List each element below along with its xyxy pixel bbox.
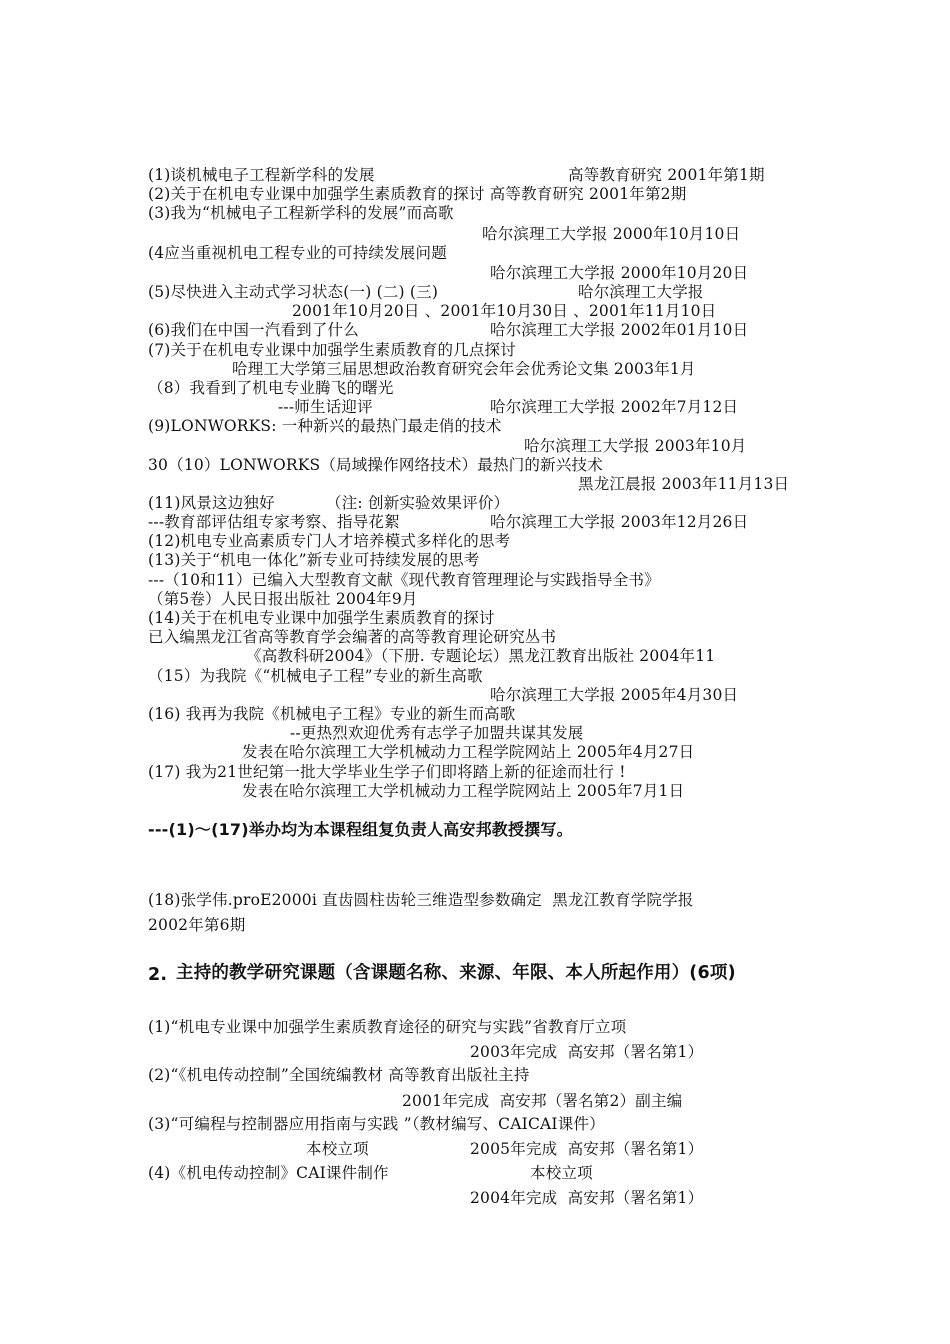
paper-18-title: (18)张学伟.proE2000i 直齿圆柱齿轮三维造型参数确定 黑龙江教育学院学报 [148,891,694,909]
paper-16-source: 发表在哈尔滨理工大学机械动力工程学院网站上 2005年4月27日 [242,743,695,761]
paper-18-issue: 2002年第6期 [148,916,246,934]
paper-14-title: (14)关于在机电专业课中加强学生素质教育的探讨 [148,609,495,627]
paper-7-source: 哈理工大学第三届思想政治教育研究会年会优秀论文集 2003年1月 [232,360,696,378]
project-1-title: (1)“机电专业课中加强学生素质教育途径的研究与实践”省教育厅立项 [148,1018,627,1036]
paper-8-source: 哈尔滨理工大学报 2002年7月12日 [490,398,739,416]
paper-11-subtitle: ---教育部评估组专家考察、指导花絮 [148,513,400,531]
paper-2: (2)关于在机电专业课中加强学生素质教育的探讨 高等教育研究 2001年第2期 [148,185,687,203]
project-4-detail: 2004年完成 高安邦（署名第1） [470,1189,704,1207]
paper-14-publisher: 《高教科研2004》（下册. 专题论坛）黑龙江教育出版社 2004年11 [246,647,716,665]
paper-5-dates: 2001年10月20日 、2001年10月30日 、2001年11月10日 [292,302,717,320]
paper-8-subtitle: ---师生话迎评 [278,398,373,416]
paper-10-source: 黑龙江晨报 2003年11月13日 [578,475,790,493]
paper-1-source: 高等教育研究 2001年第1期 [568,166,765,184]
paper-1-title: (1)谈机械电子工程新学科的发展 [148,166,375,184]
paper-3-title: (3)我为“机械电子工程新学科的发展”而高歌 [148,204,454,222]
paper-4-source: 哈尔滨理工大学报 2000年10月20日 [490,264,749,282]
paper-14-note: 已入编黑龙江省高等教育学会编著的高等教育理论研究丛书 [148,628,557,646]
paper-6-source: 哈尔滨理工大学报 2002年01月10日 [490,321,749,339]
project-4-title: (4)《机电传动控制》CAI课件制作 [148,1164,389,1182]
paper-16-title: (16) 我再为我院《机械电子工程》专业的新生而高歌 [148,705,516,723]
authorship-note: ---(1)～(17)举办均为本课程组复负责人高安邦教授撰写。 [148,820,573,839]
paper-9-source: 哈尔滨理工大学报 2003年10月 [524,437,747,455]
paper-17-title: (17) 我为21世纪第一批大学毕业生学子们即将踏上新的征途而壮行 ! [148,763,626,781]
paper-6-title: (6)我们在中国一汽看到了什么 [148,321,359,339]
project-3-detail: 2005年完成 高安邦（署名第1） [470,1140,704,1158]
paper-3-source: 哈尔滨理工大学报 2000年10月10日 [482,225,741,243]
paper-11-source: 哈尔滨理工大学报 2003年12月26日 [490,513,749,531]
paper-13-title: (13)关于“机电一体化”新专业可持续发展的思考 [148,551,480,569]
paper-15-source: 哈尔滨理工大学报 2005年4月30日 [490,686,739,704]
paper-13-note: ---（10和11）已编入大型教育文献《现代教育管理理论与实践指导全书》 [148,571,660,589]
project-3-source: 本校立项 [306,1140,369,1158]
paper-11-note: （注: 创新实验效果评价） [326,494,510,512]
paper-10-title: 30（10）LONWORKS（局域操作网络技术）最热门的新兴技术 [148,456,603,474]
project-3-title: (3)“可编程与控制器应用指南与实践 ”（教材编写、CAICAI课件） [148,1115,605,1133]
paper-11-title: (11)风景这边独好 [148,494,275,512]
project-2-detail: 2001年完成 高安邦（署名第2）副主编 [402,1092,683,1110]
paper-5-title: (5)尽快进入主动式学习状态(一) (二) (三) [148,283,439,301]
paper-17-source: 发表在哈尔滨理工大学机械动力工程学院网站上 2005年7月1日 [242,782,685,800]
paper-7-title: (7)关于在机电专业课中加强学生素质教育的几点探讨 [148,341,516,359]
paper-16-subtitle: --更热烈欢迎优秀有志学子加盟共谋其发展 [290,724,584,742]
project-1-detail: 2003年完成 高安邦（署名第1） [470,1043,704,1061]
paper-12-title: (12)机电专业高素质专门人才培养模式多样化的思考 [148,532,511,550]
paper-15-title: （15）为我院《“机械电子工程”专业的新生高歌 [148,667,483,685]
section-2-heading: 主持的教学研究课题（含课题名称、来源、年限、本人所起作用）(6项) [176,963,736,983]
section-2-number: 2. [148,965,168,985]
project-4-source: 本校立项 [530,1164,593,1182]
paper-8-title: （8）我看到了机电专业腾飞的曙光 [148,379,394,397]
project-2-title: (2)“《机电传动控制”全国统编教材 高等教育出版社主持 [148,1066,530,1084]
paper-5-source: 哈尔滨理工大学报 [578,283,704,301]
paper-4-title: (4应当重视机电工程专业的可持续发展问题 [148,244,447,262]
paper-13-publisher: （第5卷）人民日报出版社 2004年9月 [148,590,418,608]
paper-9-title: (9)LONWORKS: 一种新兴的最热门最走俏的技术 [148,417,502,435]
